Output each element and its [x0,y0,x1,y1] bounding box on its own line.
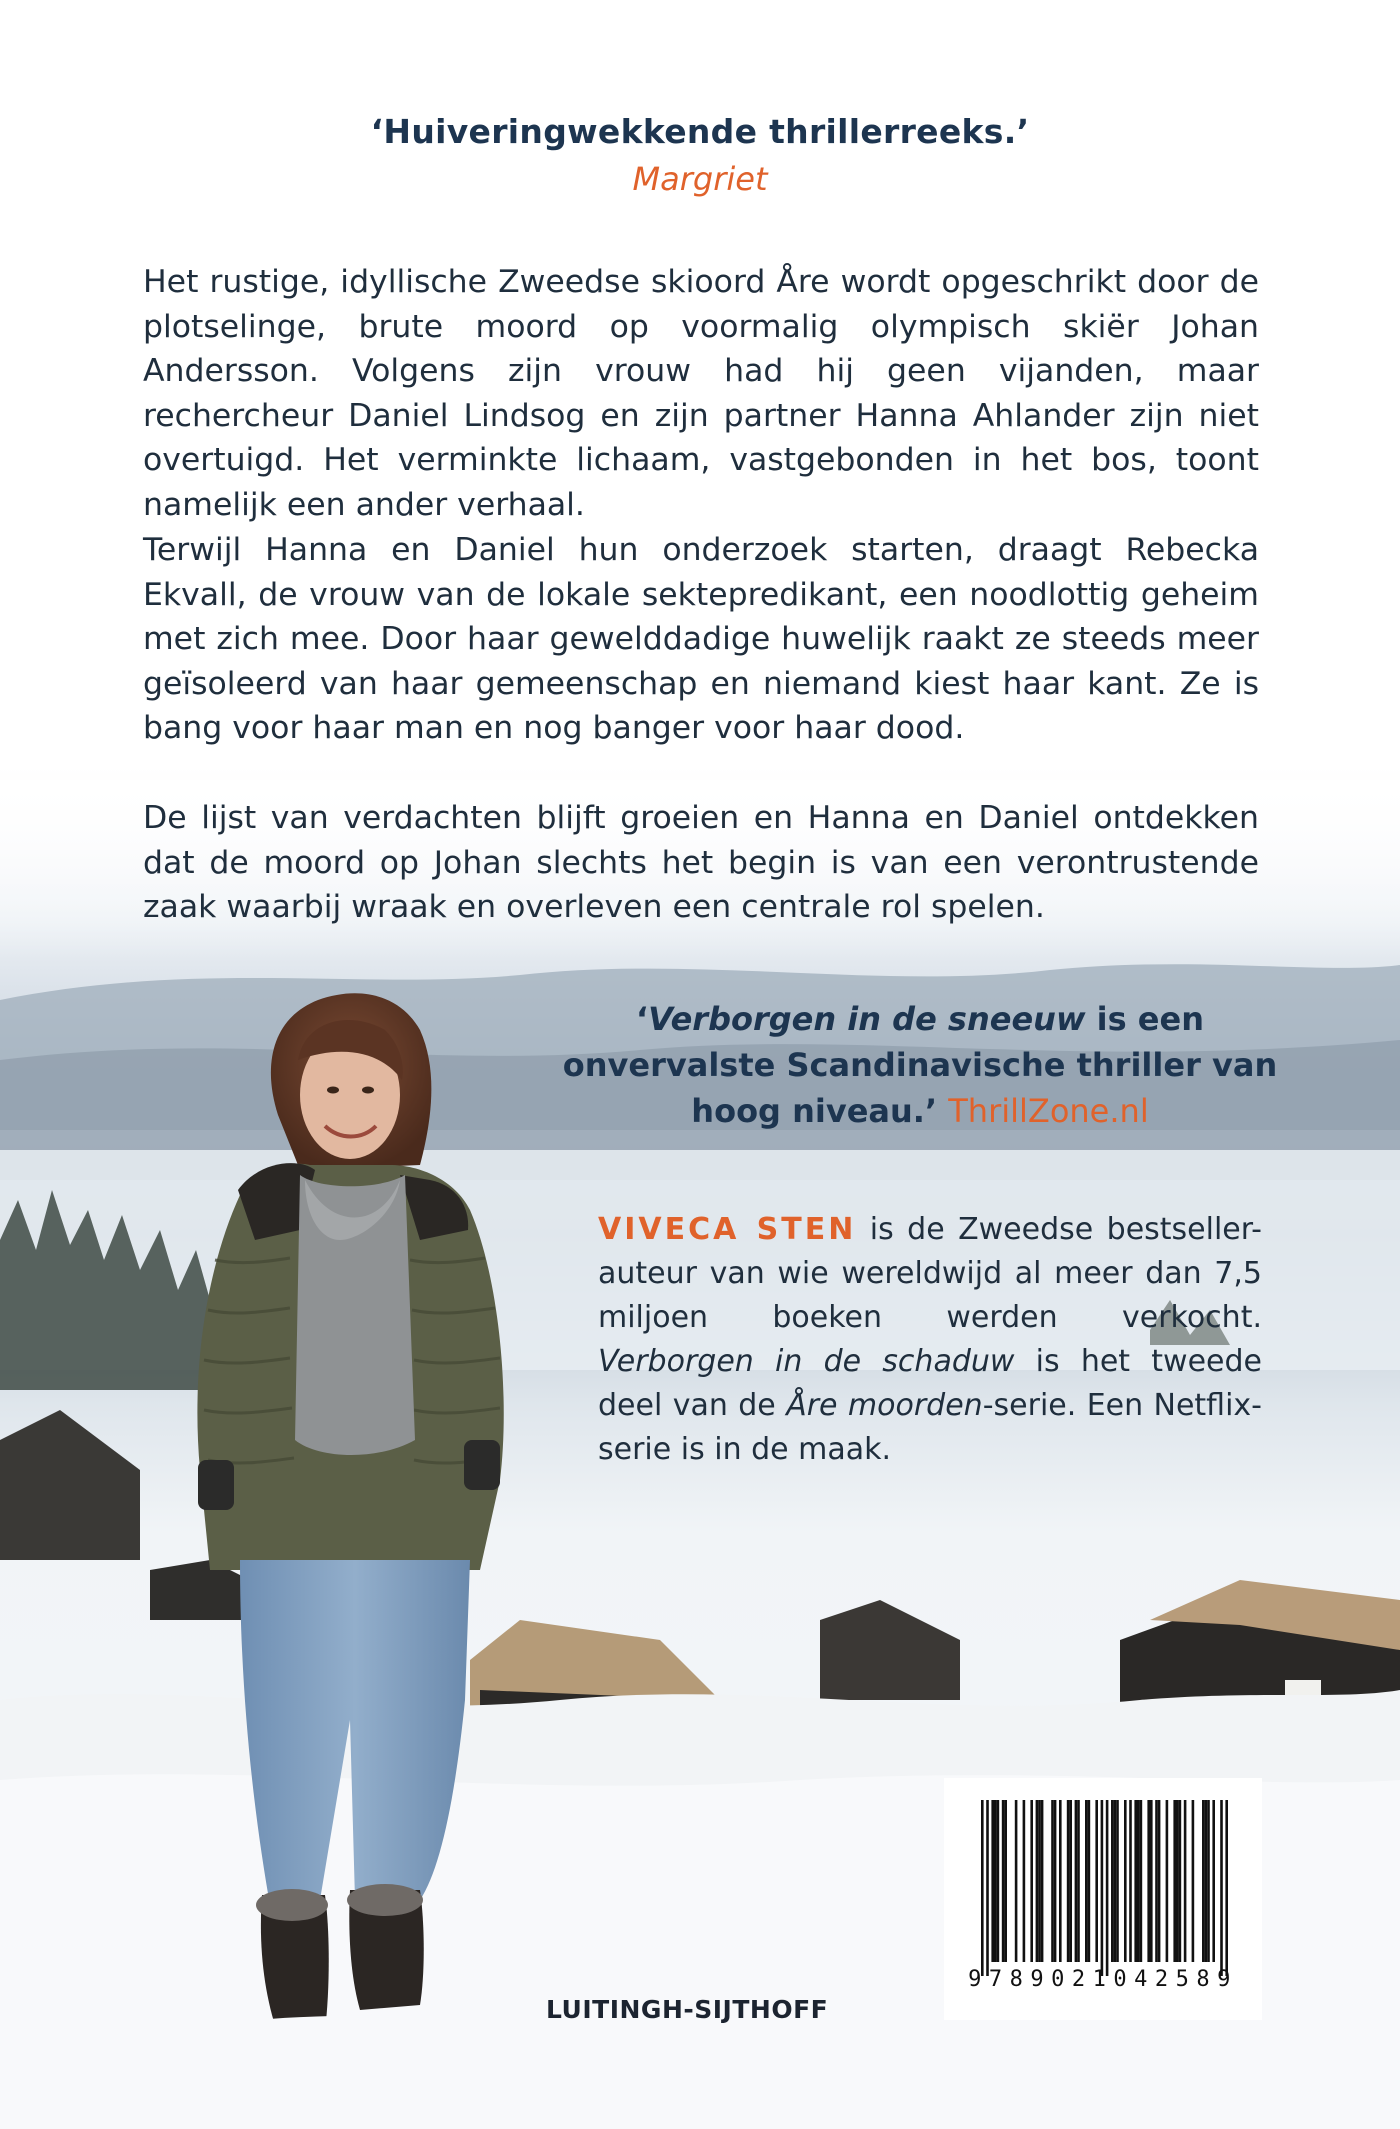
barcode-bar [1101,1800,1104,1976]
barcode-bar [1067,1800,1070,1962]
barcode-bar [1212,1800,1215,1962]
barcode-bar [981,1800,984,1976]
barcode-bar [994,1800,997,1962]
press-quote-top-source: Margriet [632,160,768,198]
barcode-bar [1220,1800,1223,1976]
barcode-bar [1173,1800,1176,1962]
blurb-paragraph-1: Het rustige, idyllische Zweedse skioord Åre wordt opgeschrikt door de plotselinge, brute moord op voormalig olympisch skiër Johan Andersson. Volgens zijn vrouw had hij geen vijanden, maar rechercheur Daniel Lindsog en zijn partner Hanna Ahlander zijn niet overtuigd. Het verminkte lichaam, vastgebonden in het bos, toont namelijk een ander verhaal. [143,264,1259,523]
barcode-bar [1015,1800,1018,1962]
barcode-bar [1202,1800,1205,1962]
barcode-bar [1085,1800,1088,1962]
barcode-bar [1095,1800,1098,1962]
blurb-paragraph-2: Terwijl Hanna en Daniel hun onderzoek starten, draagt Rebecka Ekvall, de vrouw van de lokale sektepredikant, een noodlottig geheim met zich mee. Door haar gewelddadige huwelijk raakt ze steeds meer geïsoleerd van haar gemeenschap en niemand kiest haar kant. Ze is bang voor haar man en nog banger voor haar dood. [143,532,1259,746]
barcode-bar [986,1800,989,1976]
barcode-bar [1225,1800,1228,1976]
barcode-bar [1176,1800,1179,1962]
barcode-bar [1036,1800,1039,1962]
barcode-bar [1192,1800,1195,1962]
barcode-bar [1129,1800,1132,1962]
press-quote-mid-open: ‘ [636,1000,649,1038]
barcode-bar [1088,1800,1091,1962]
barcode-bar [1041,1800,1044,1962]
press-quote-mid-source: ThrillZone.nl [948,1092,1149,1130]
barcode-bar [1114,1800,1117,1962]
barcode-bar [997,1800,1000,1962]
barcode-bar [1002,1800,1005,1962]
barcode-bar [1147,1800,1150,1962]
author-bio-book-title: Verborgen in de schaduw [598,1344,1015,1379]
barcode-bar [1205,1800,1208,1962]
barcode-bar [1137,1800,1140,1962]
barcode-bar [1069,1800,1072,1962]
barcode-bar [1140,1800,1143,1962]
barcode-bar [1059,1800,1062,1962]
barcode-bar [1051,1800,1054,1962]
publisher-logo: LUITINGH-SIJTHOFF [546,1995,829,2024]
author-bio-part-2: is het tweede deel van de [598,1344,1262,1423]
barcode-bar [1158,1800,1161,1962]
barcode-bar [1124,1800,1127,1962]
barcode-bar [1116,1800,1119,1962]
barcode-bar [1106,1800,1109,1976]
author-bio-part-3: -serie. Een Netflix-serie is in de maak. [598,1388,1262,1467]
barcode-bar [1075,1800,1078,1962]
barcode-bar [1038,1800,1041,1962]
isbn-number: 9789021042589 [968,1967,1238,1992]
press-quote-top: ‘Huiveringwekkende thrillerreeks.’ [370,112,1030,151]
barcode-bar [1184,1800,1187,1962]
author-bio [598,1208,1262,1472]
press-quote-mid-book-title: Verborgen in de sneeuw [648,1000,1086,1038]
barcode-bar [1134,1800,1137,1962]
author-name: VIVECA STEN [598,1212,857,1247]
author-bio-series: Åre moorden [786,1388,983,1423]
barcode-bar [1077,1800,1080,1962]
barcode-bar [1030,1800,1033,1962]
press-quote-mid-text: is een onvervalste Scandinavische thriller van hoog niveau.’ [562,1000,1278,1130]
barcode-bar [1004,1800,1007,1962]
barcode-bar [1023,1800,1026,1962]
barcode-bar [1111,1800,1114,1962]
barcode-bar [1179,1800,1182,1962]
barcode-bar [991,1800,994,1962]
press-quote-mid [560,996,1280,1134]
barcode-bar [1054,1800,1057,1962]
author-bio-part-1: is de Zweedse bestseller-auteur van wie wereldwijd al meer dan 7,5 miljoen boeken werden verkocht. [598,1212,1262,1335]
blurb-paragraph-3: De lijst van verdachten blijft groeien en Hanna en Daniel ontdekken dat de moord op Johan slechts het begin is van een verontrustende zaak waarbij wraak en overleven een centrale rol spelen. [143,800,1259,925]
barcode-bar [1150,1800,1153,1962]
barcode-bar [1207,1800,1210,1962]
barcode-bar [1155,1800,1158,1962]
barcode-bar [1166,1800,1169,1962]
